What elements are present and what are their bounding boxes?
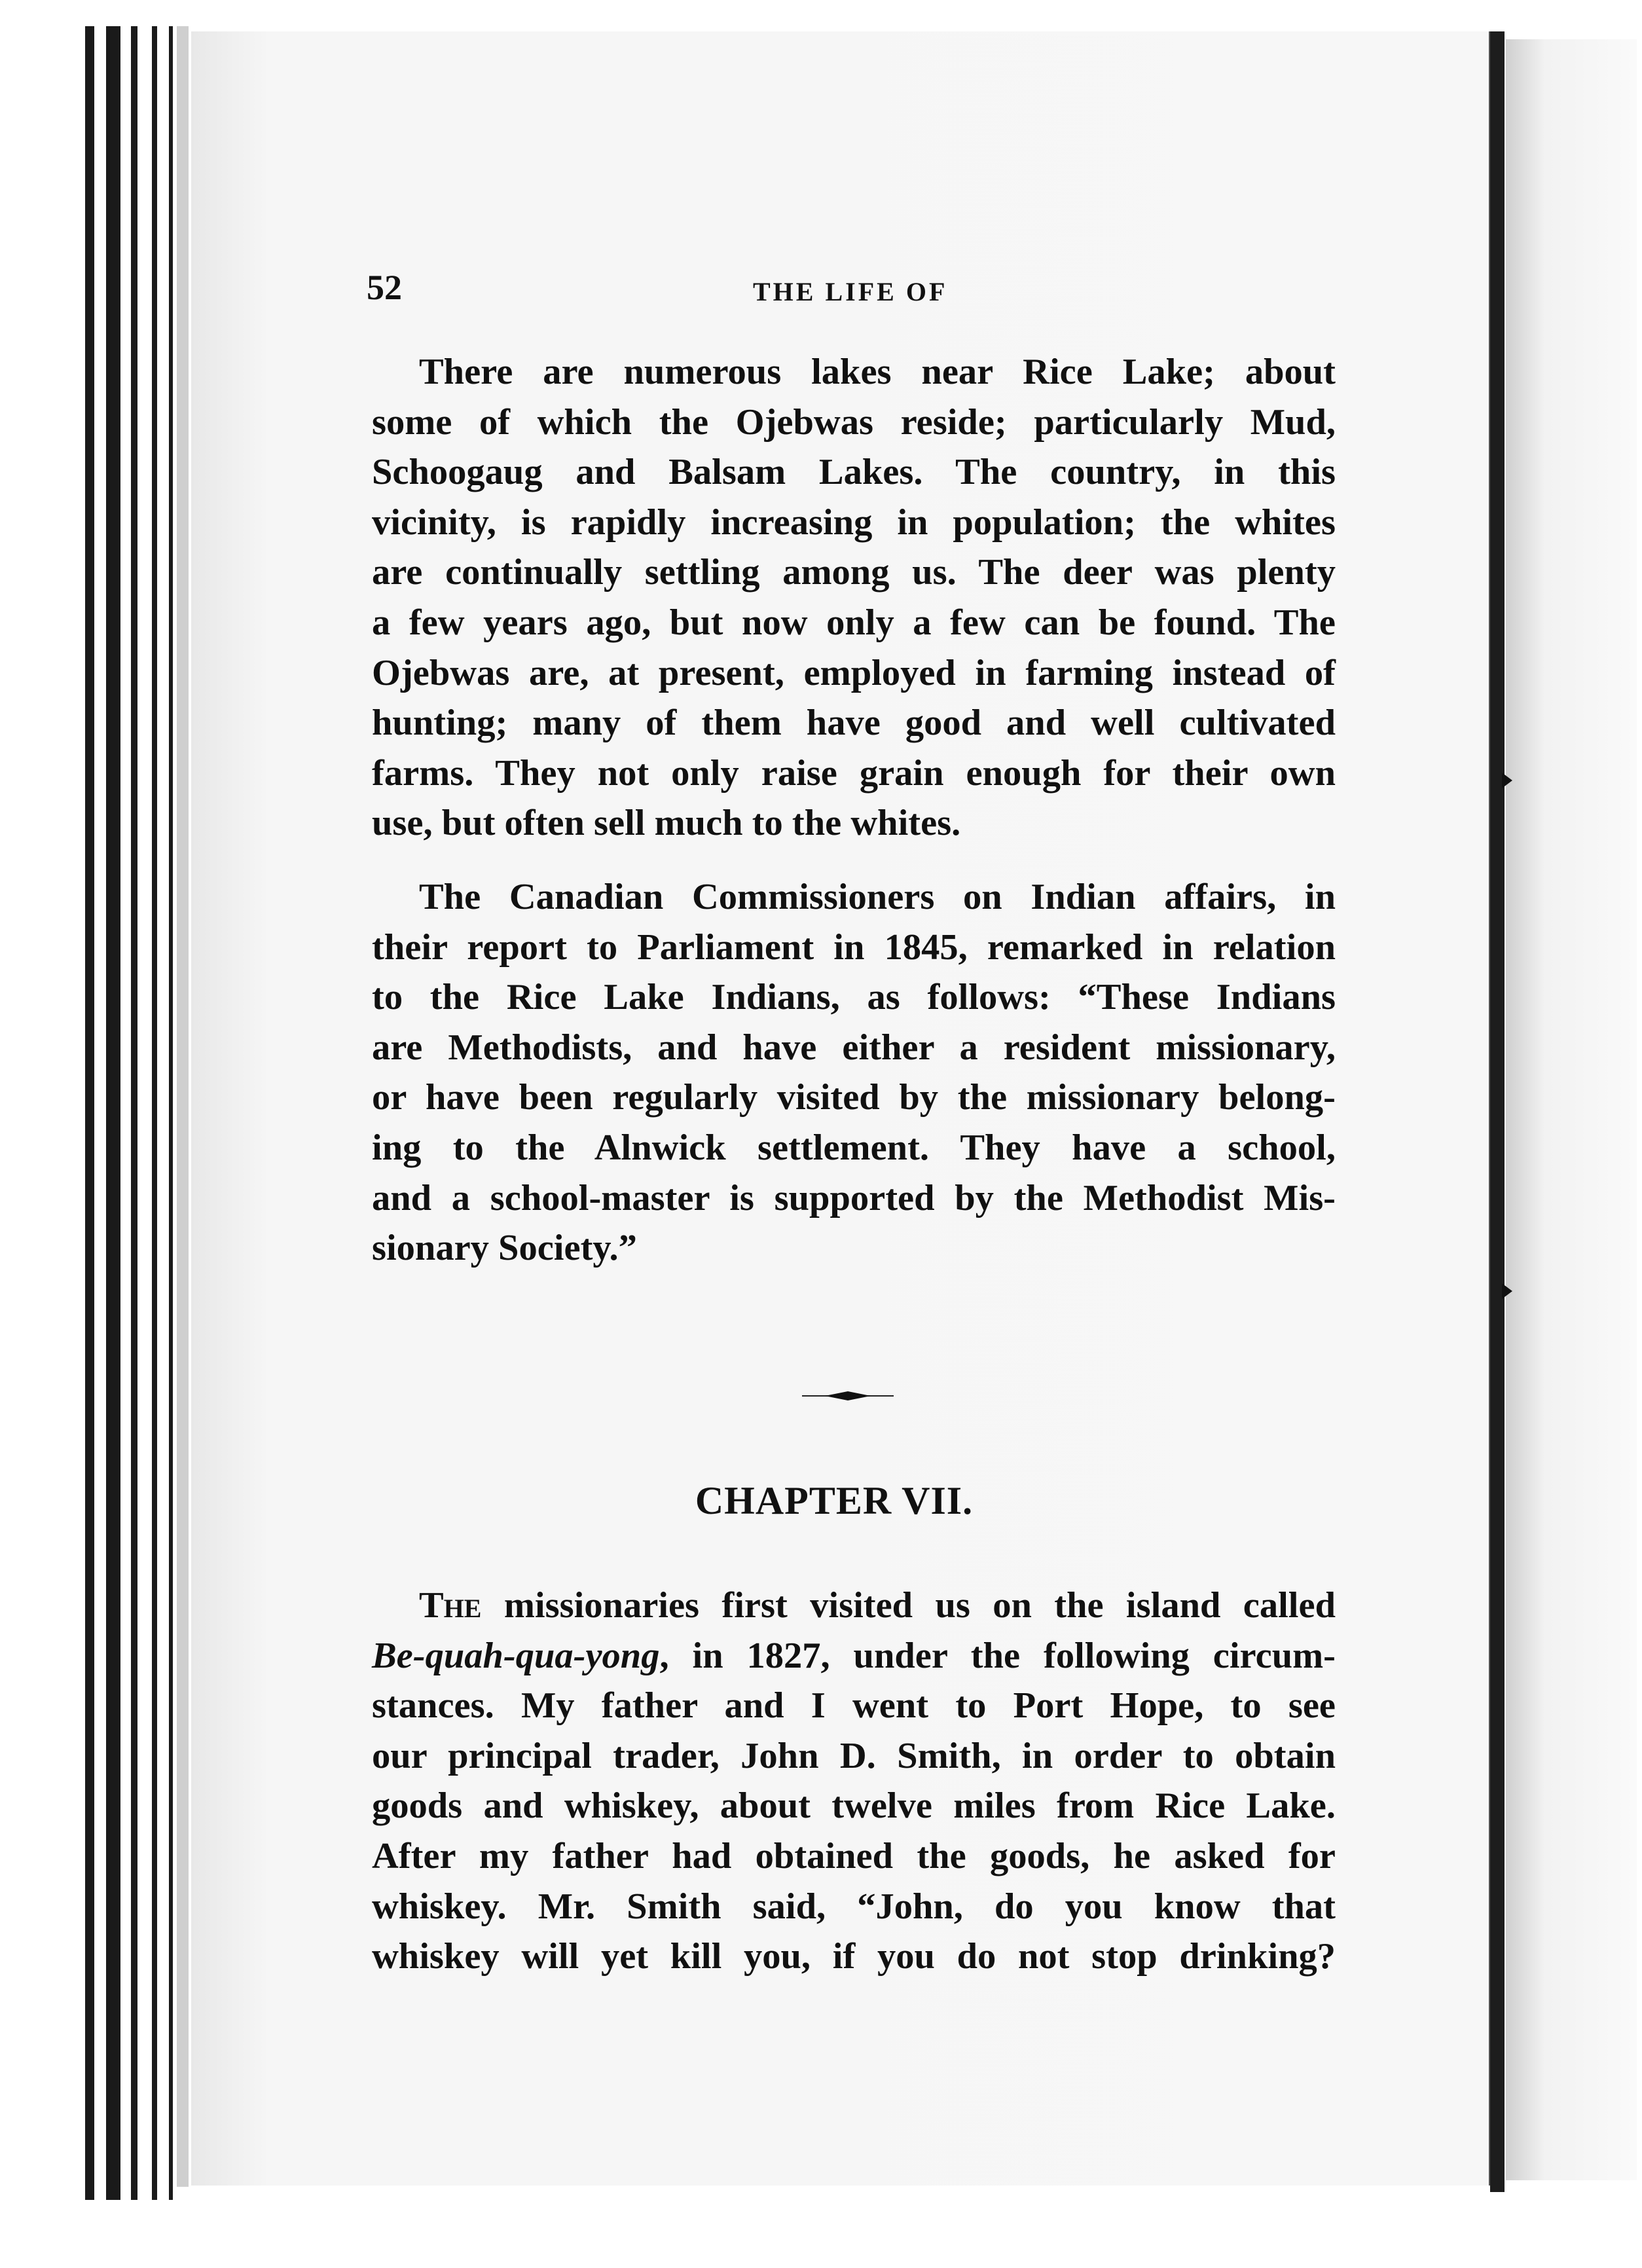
book-edge [106, 26, 120, 2200]
running-title: THE LIFE OF [753, 277, 948, 306]
text-line: The Canadian Commissioners on Indian affairs, in [419, 877, 1336, 917]
page-tab-mark [1502, 1283, 1512, 1299]
text-fragment: missionaries first visited us on the island called [503, 1585, 1336, 1626]
chapter-heading [0, 1478, 1642, 1524]
book-edge [152, 26, 157, 2200]
lead-word: The [419, 1585, 482, 1626]
text-line: whiskey will yet kill you, if you do not stop drinking? [372, 1936, 1336, 1977]
chapter-title: CHAPTER VII. [695, 1479, 974, 1522]
text-line: sionary Society.” [372, 1228, 637, 1269]
page-gutter-line [1490, 31, 1505, 2192]
text-line [372, 1581, 1336, 1631]
text-line: ing to the Alnwick settlement. They have a school, [372, 1127, 1336, 1168]
text-line: hunting; many of them have good and well cultivated [372, 703, 1336, 744]
text-line: are Methodists, and have either a resident missionary, [372, 1027, 1336, 1068]
text-line: some of which the Ojebwas reside; particularly Mud, [372, 401, 1336, 443]
text-line: After my father had obtained the goods, he asked for [372, 1835, 1336, 1876]
book-edge [169, 26, 173, 2200]
next-page-strip [1506, 39, 1637, 2180]
page-header [367, 267, 1336, 313]
book-edge [85, 26, 94, 2200]
text-line: use, but often sell much to the whites. [372, 803, 961, 844]
book-edge [131, 26, 137, 2200]
paragraph [372, 1581, 1336, 1982]
text-line [372, 1631, 1336, 1681]
book-edge [177, 26, 189, 2187]
text-line: a few years ago, but now only a few can be found. The [372, 602, 1336, 643]
text-line: to the Rice Lake Indians, as follows: “These Indians [372, 977, 1336, 1018]
place-name: Be-quah-qua-yong [372, 1635, 660, 1676]
text-line: Ojebwas are, at present, employed in farming instead of [372, 652, 1336, 693]
text-line: stances. My father and I went to Port Hope, to see [372, 1685, 1336, 1727]
text-line: vicinity, is rapidly increasing in population; the whites [372, 502, 1336, 543]
section-ornament [802, 1389, 894, 1402]
text-line: goods and whiskey, about twelve miles from Rice Lake. [372, 1785, 1336, 1827]
text-line: Schoogaug and Balsam Lakes. The country, in this [372, 452, 1336, 493]
paragraph [372, 347, 1336, 849]
text-line: our principal trader, John D. Smith, in order to obtain [372, 1735, 1336, 1776]
text-line: whiskey. Mr. Smith said, “John, do you know that [372, 1886, 1336, 1927]
text-line: or have been regularly visited by the missionary belong- [372, 1077, 1336, 1118]
paragraph [372, 872, 1336, 1273]
text-line: and a school-master is supported by the Methodist Mis- [372, 1177, 1336, 1218]
page-number: 52 [367, 268, 402, 307]
text-fragment: , in 1827, under the following circum- [659, 1635, 1336, 1676]
text-line: There are numerous lakes near Rice Lake; about [419, 352, 1336, 392]
text-line: their report to Parliament in 1845, remarked in relation [372, 926, 1336, 968]
text-line: farms. They not only raise grain enough for their own [372, 752, 1336, 794]
page-tab-mark [1502, 773, 1512, 788]
text-line: are continually settling among us. The deer was plenty [372, 552, 1336, 593]
